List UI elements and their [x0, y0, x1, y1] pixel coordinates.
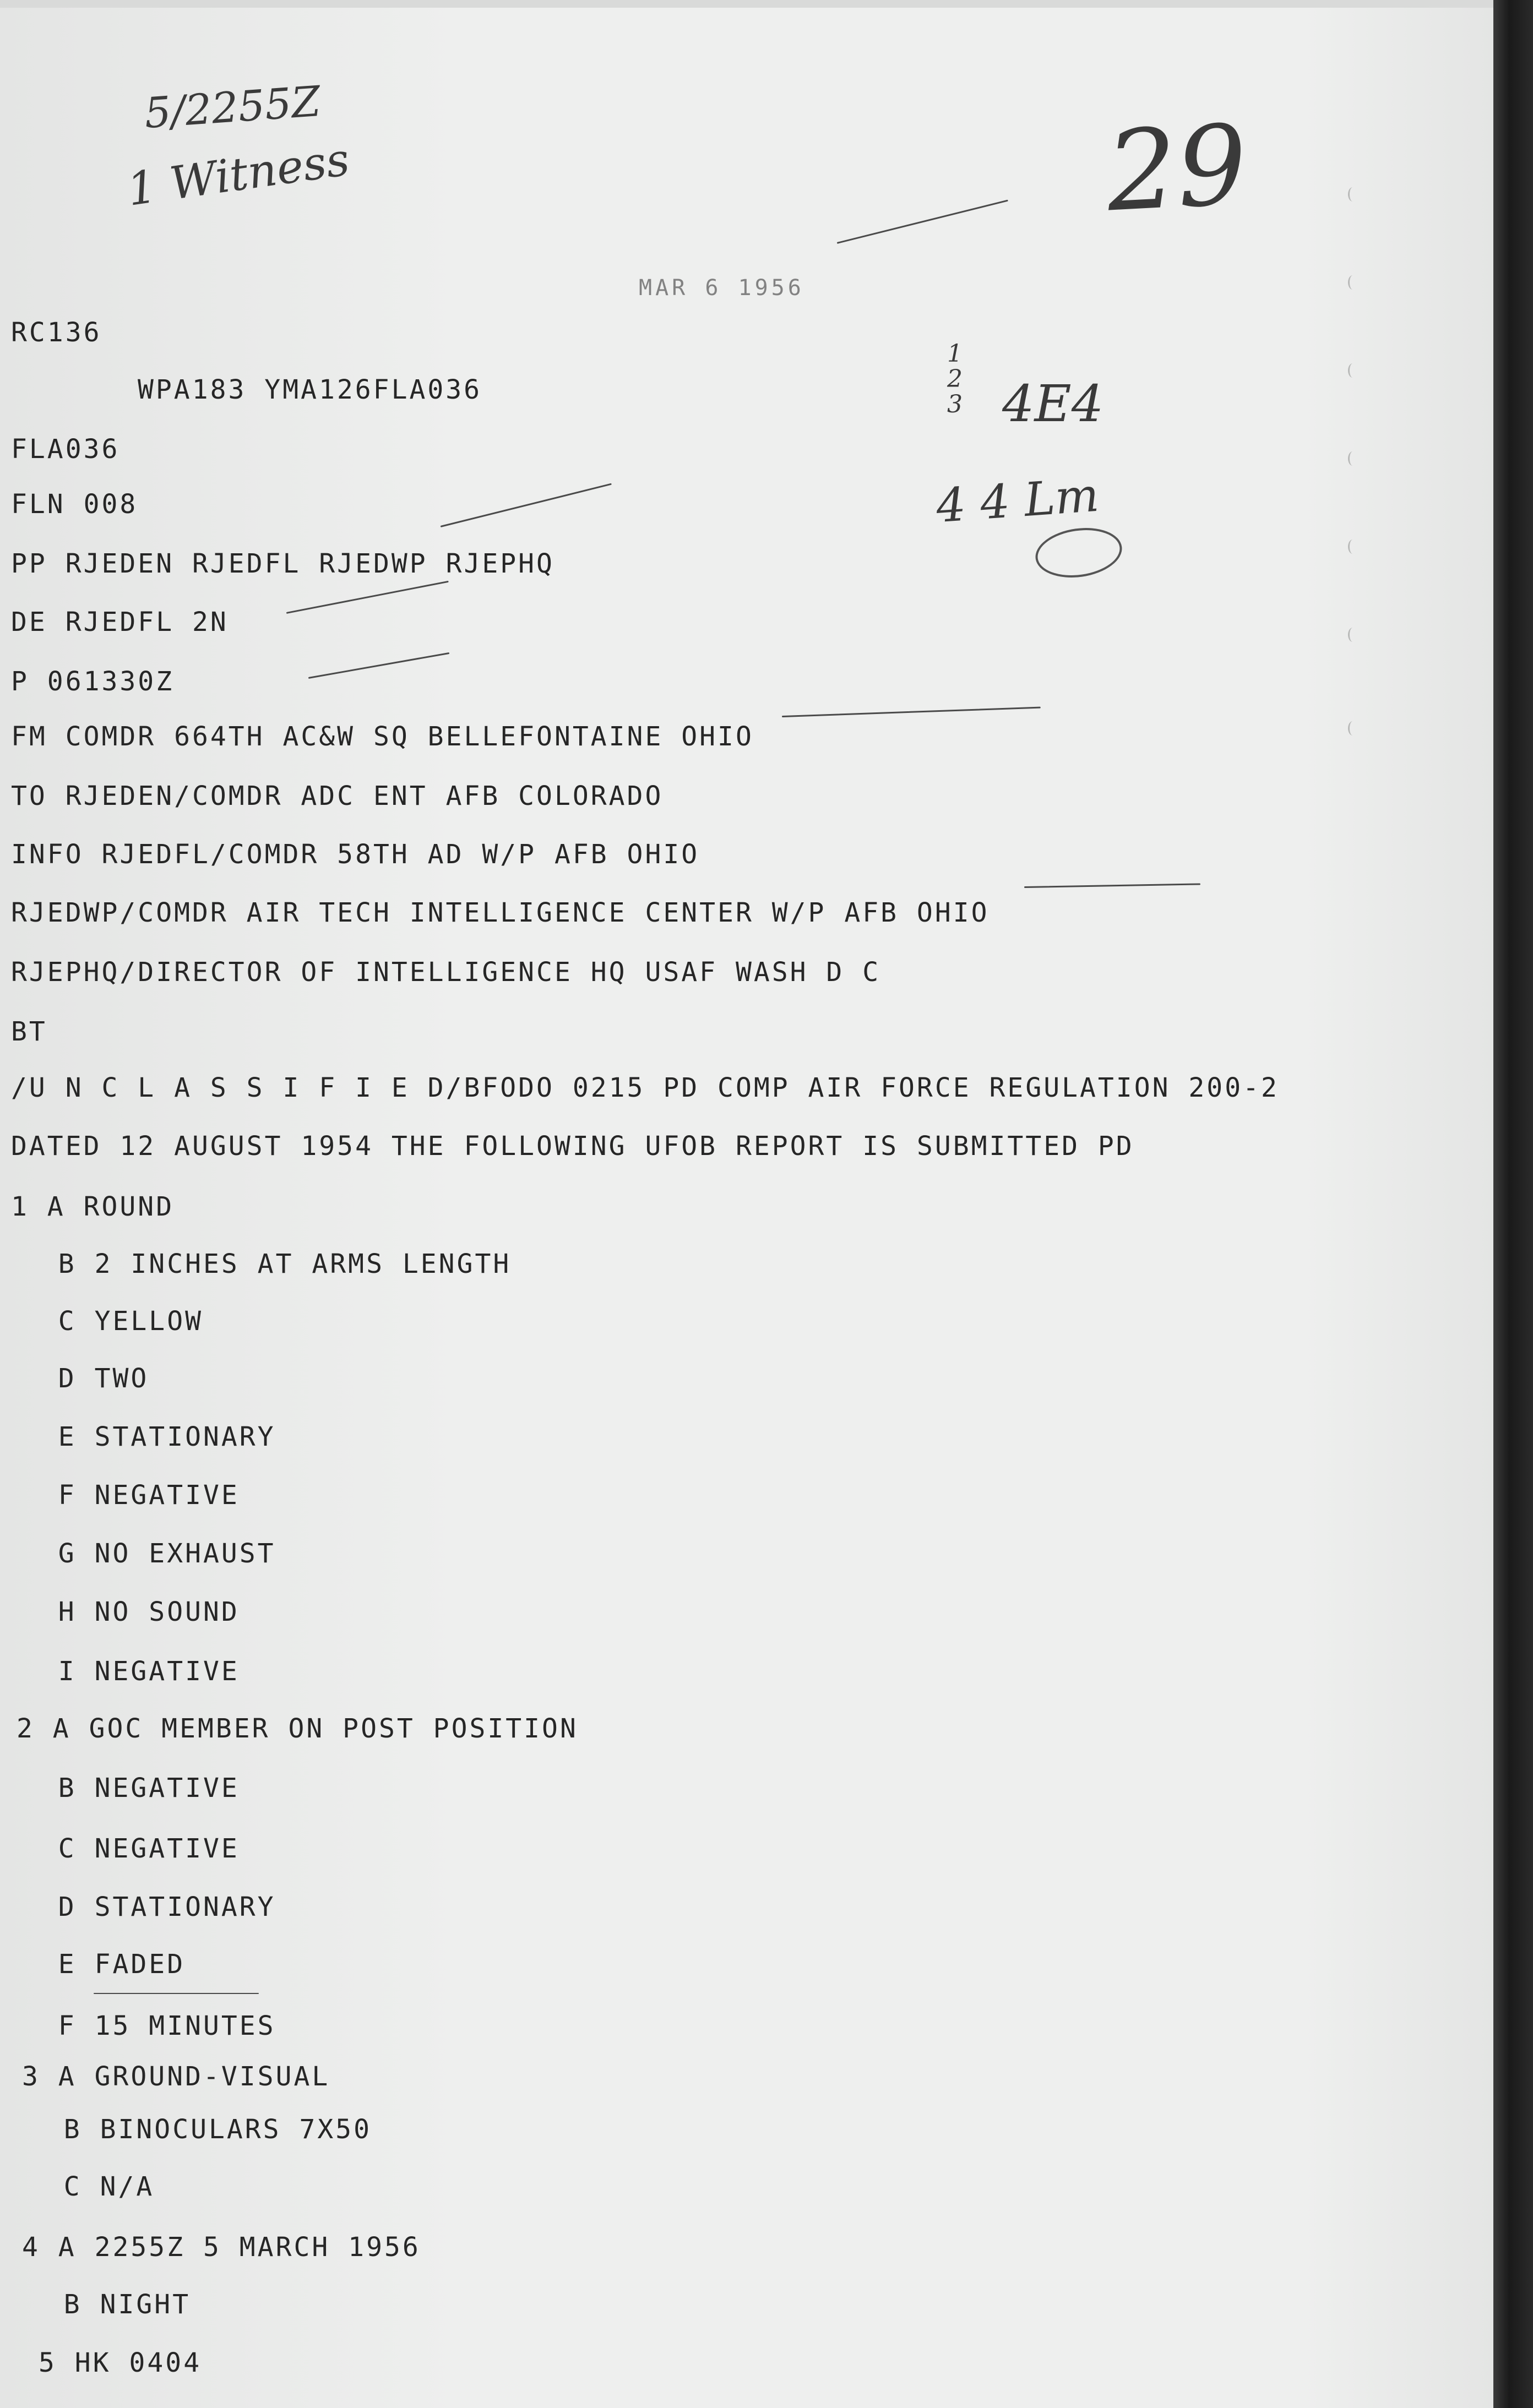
pen-stroke — [308, 652, 450, 679]
handwritten-page-number: 29 — [1103, 101, 1251, 237]
body-line-3b: B BINOCULARS 7X50 — [28, 2114, 372, 2145]
handwritten-date: 5/2255Z — [143, 76, 322, 138]
body-line-1c: C YELLOW — [22, 1306, 203, 1337]
header-line-routing-id: RC136 — [11, 317, 102, 348]
body-line-1h: H NO SOUND — [22, 1597, 240, 1627]
header-line-info: INFO RJEDFL/COMDR 58TH AD W/P AFB OHIO — [11, 839, 700, 870]
pen-stroke — [94, 1993, 259, 1994]
header-line-fla: FLA036 — [11, 434, 120, 465]
header-line-info-atic: RJEDWP/COMDR AIR TECH INTELLIGENCE CENTER W/P AFB OHIO — [11, 897, 990, 928]
header-line-to: TO RJEDEN/COMDR ADC ENT AFB COLORADO — [11, 781, 664, 811]
header-line-bt: BT — [11, 1016, 47, 1047]
handwritten-routing-numbers: 1 2 3 — [947, 340, 963, 418]
margin-mark — [1348, 451, 1357, 466]
header-line-fln: FLN 008 — [11, 489, 138, 520]
header-line-de: DE RJEDFL 2N — [11, 607, 229, 638]
body-line-2e: E FADED — [22, 1949, 186, 1980]
header-line-precedence: PP RJEDEN RJEDFL RJEDWP RJEPHQ — [11, 548, 555, 579]
body-line-4a: 4 A 2255Z 5 MARCH 1956 — [22, 2232, 421, 2263]
body-line-3c: C N/A — [28, 2171, 155, 2202]
body-line-3a: 3 A GROUND-VISUAL — [22, 2061, 330, 2092]
margin-mark — [1348, 187, 1357, 201]
body-line-1i: I NEGATIVE — [22, 1656, 240, 1687]
handwritten-witness: 1 Witness — [124, 133, 353, 216]
margin-mark — [1348, 275, 1357, 290]
margin-mark — [1348, 540, 1357, 554]
margin-mark — [1348, 363, 1357, 378]
pen-stroke — [782, 707, 1041, 717]
page-top-edge — [0, 0, 1493, 8]
header-line-info-hq: RJEPHQ/DIRECTOR OF INTELLIGENCE HQ USAF WASH D C — [11, 957, 881, 988]
body-line-2a: 2 A GOC MEMBER ON POST POSITION — [17, 1713, 578, 1744]
body-line-1e: E STATIONARY — [22, 1421, 276, 1452]
body-line-2d: D STATIONARY — [22, 1892, 276, 1922]
handwritten-circle-mark — [1032, 522, 1126, 582]
body-line-1d: D TWO — [22, 1363, 149, 1394]
body-line-1b: B 2 INCHES AT ARMS LENGTH — [22, 1249, 512, 1279]
pen-stroke — [286, 581, 449, 614]
scan-edge-shadow — [1493, 0, 1533, 2408]
body-line-dated: DATED 12 AUGUST 1954 THE FOLLOWING UFOB REPORT IS SUBMITTED PD — [11, 1131, 1134, 1162]
margin-mark — [1348, 628, 1357, 642]
received-stamp: MAR 6 1956 — [639, 275, 804, 301]
header-line-station-ids: WPA183 YMA126FLA036 — [138, 374, 482, 405]
body-line-2f: F 15 MINUTES — [22, 2011, 276, 2041]
handwritten-routing-initials: 4 4 Lm — [934, 467, 1101, 533]
body-line-2b: B NEGATIVE — [22, 1773, 240, 1804]
body-line-1a: 1 A ROUND — [11, 1191, 175, 1222]
header-line-dtg: P 061330Z — [11, 666, 175, 697]
pen-stroke — [837, 200, 1008, 244]
pen-stroke — [441, 483, 612, 527]
handwritten-routing-code: 4E4 — [1002, 374, 1104, 433]
body-line-1f: F NEGATIVE — [22, 1480, 240, 1511]
margin-mark — [1348, 721, 1357, 736]
pen-stroke — [1024, 883, 1200, 888]
body-line-1g: G NO EXHAUST — [22, 1538, 276, 1569]
body-line-classification: /U N C L A S S I F I E D/BFODO 0215 PD COMP AIR FORCE REGULATION 200-2 — [11, 1072, 1279, 1103]
body-line-4b: B NIGHT — [28, 2289, 191, 2320]
header-line-from: FM COMDR 664TH AC&W SQ BELLEFONTAINE OHIO — [11, 721, 754, 752]
body-line-5: 5 HK 0404 — [39, 2347, 202, 2378]
body-line-2c: C NEGATIVE — [22, 1833, 240, 1864]
